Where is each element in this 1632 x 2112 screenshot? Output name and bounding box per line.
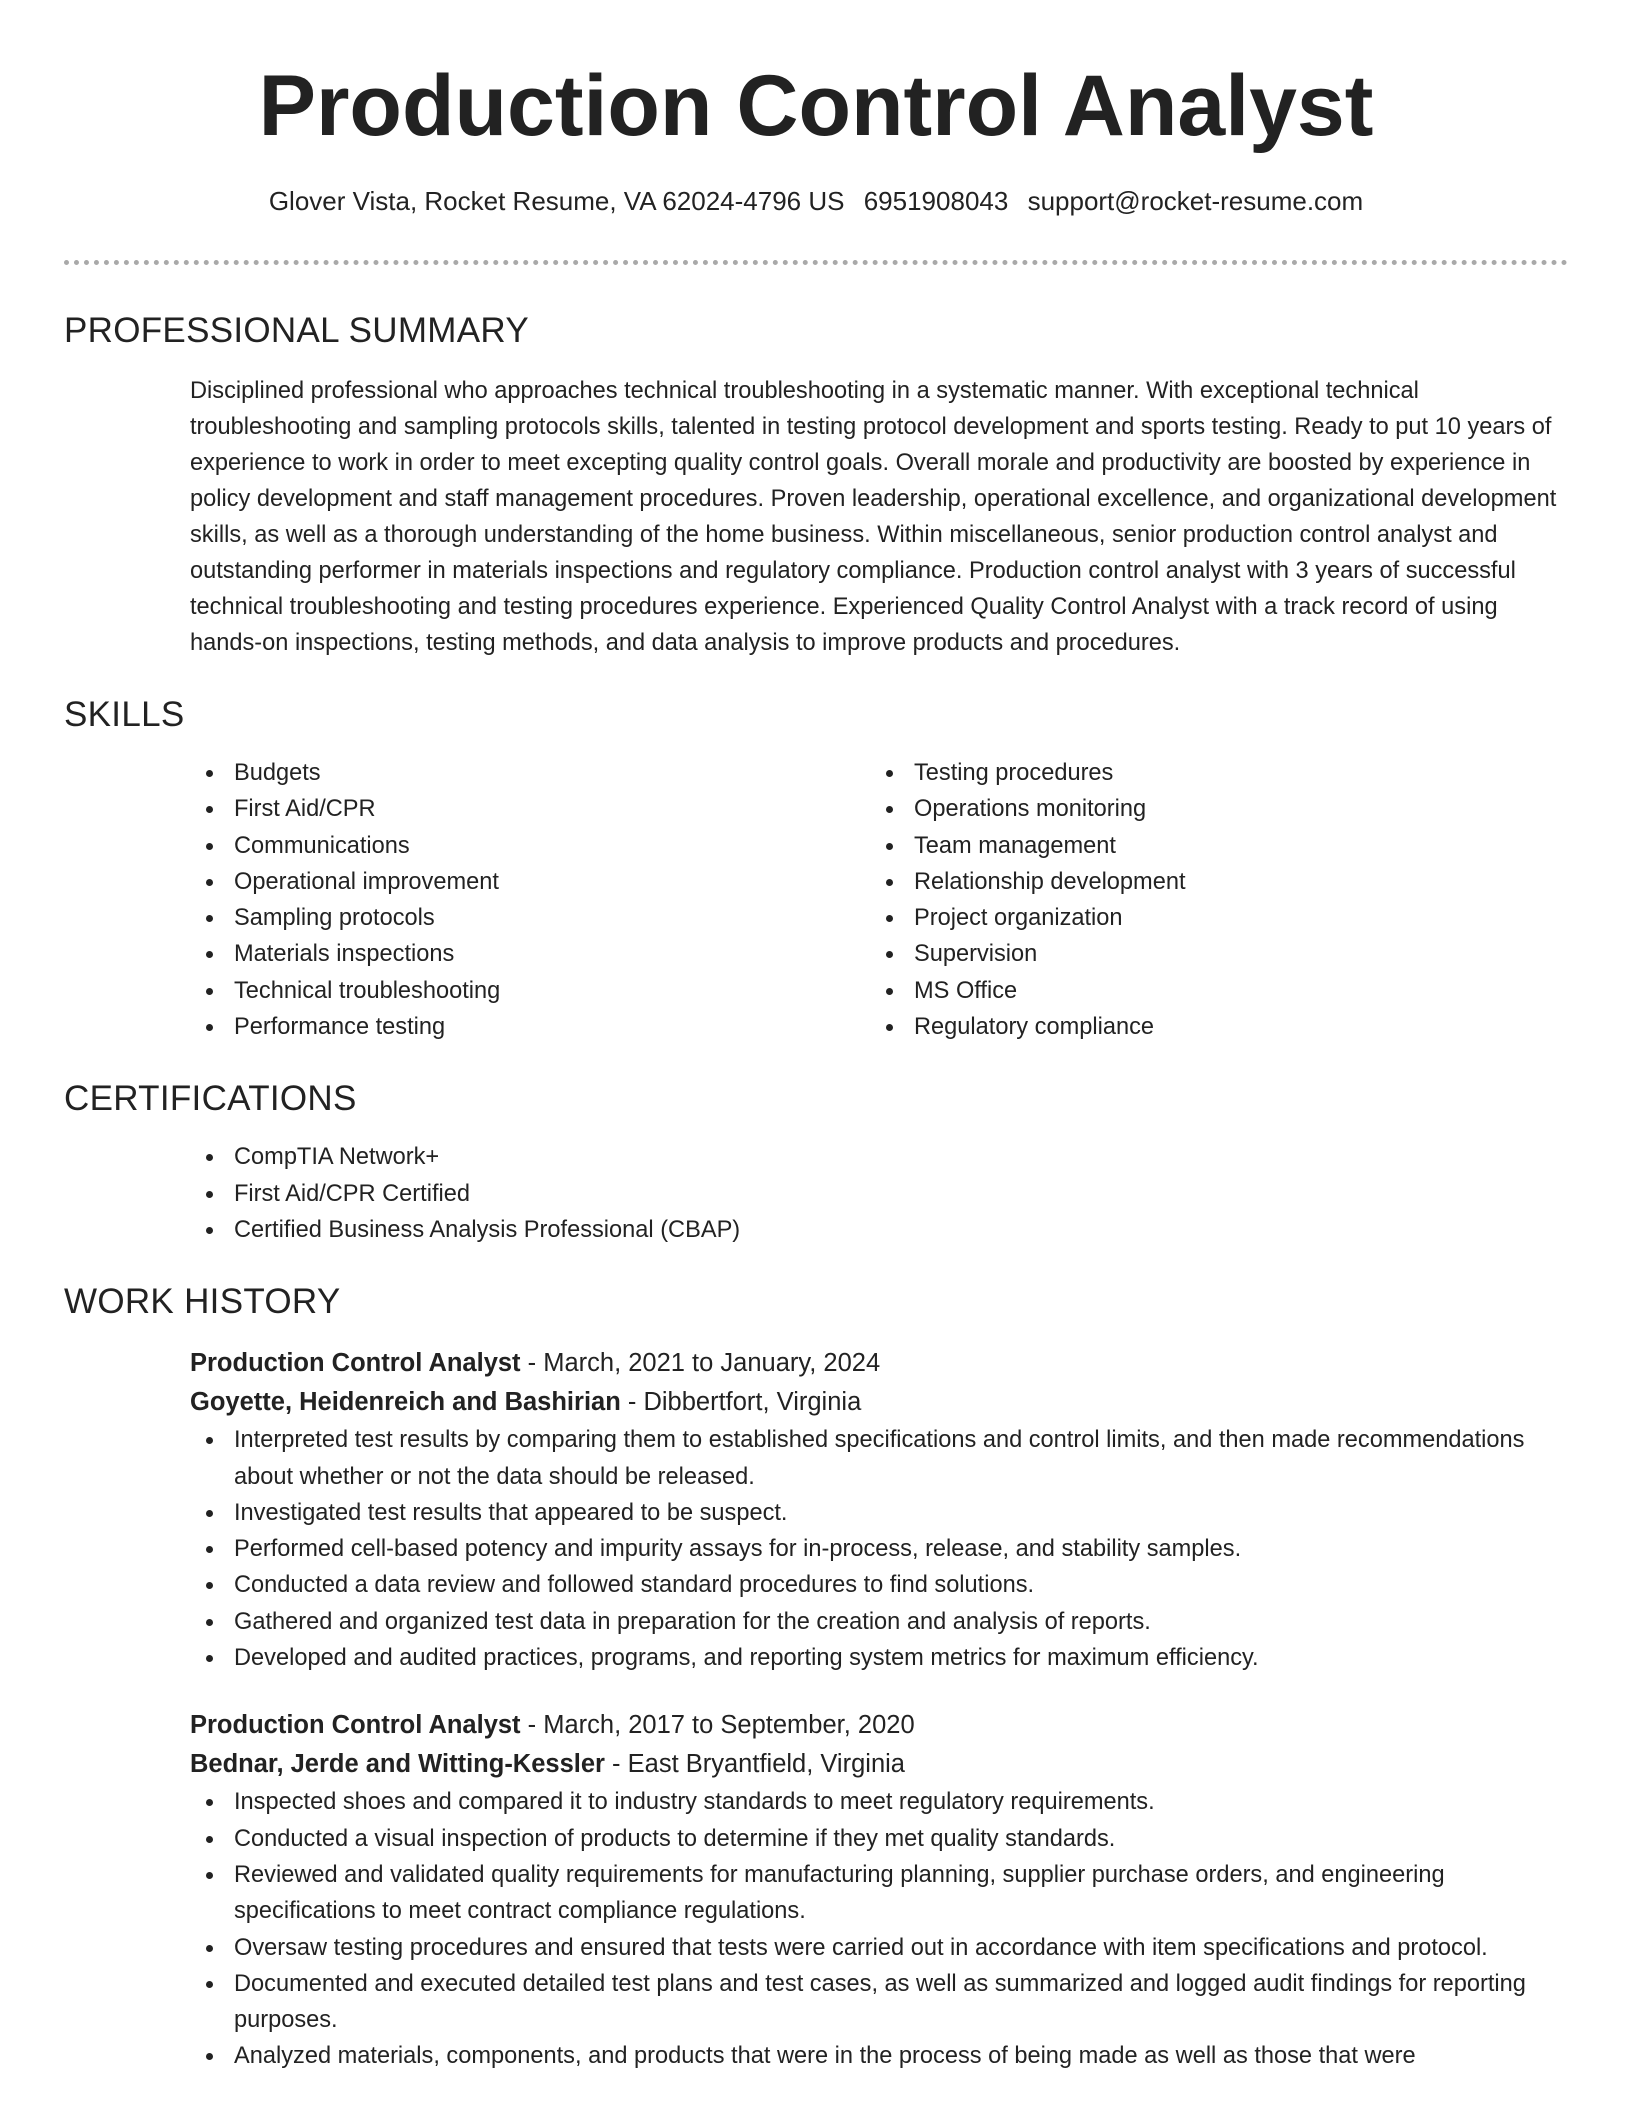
job-duty: Conducted a visual inspection of products to determine if they met quality standards. [190,1821,1568,1857]
summary-text: Disciplined professional who approaches technical troubleshooting in a systematic manner. With exceptional technical troubleshooting and sampling protocols skills, talented in testing protocol development and sports testing. Ready to put 10 years of experience to work in order to meet excepting quality control goals. Overall morale and productivity are boosted by experience in policy development and staff management procedures. Proven leadership, operational excellence, and organizational development skills, as well as a thorough understanding of the home business. Within miscellaneous, senior production control analyst and outstanding performer in materials inspections and regulatory compliance. Production control analyst with 3 years of successful technical troubleshooting and testing procedures experience. Experienced Quality Control Analyst with a track record of using hands-on inspections, testing methods, and data analysis to improve products and procedures. [190,378,1557,656]
job-duties [190,1422,1568,1676]
skill-item: Performance testing [190,1009,870,1045]
job-duty: Investigated test results that appeared to be suspect. [190,1495,1568,1531]
header-divider [64,260,1568,265]
job-dates: - March, 2021 to January, 2024 [520,1349,881,1378]
certifications-heading: CERTIFICATIONS [64,1079,357,1119]
certification-item: First Aid/CPR Certified [190,1176,1568,1212]
skills-list-right [870,755,1550,1045]
skill-item: Materials inspections [190,936,870,972]
skill-item: Project organization [870,900,1550,936]
certification-item: CompTIA Network+ [190,1139,1568,1175]
certification-item: Certified Business Analysis Professional (CBAP) [190,1212,1568,1248]
skill-item: Operations monitoring [870,791,1550,827]
skill-item: Team management [870,828,1550,864]
job-duty: Gathered and organized test data in preparation for the creation and analysis of reports. [190,1604,1568,1640]
job-location: - East Bryantfield, Virginia [604,1750,905,1779]
job-role: Production Control Analyst [190,1711,521,1740]
job-duty: Developed and audited practices, programs, and reporting system metrics for maximum efficiency. [190,1640,1568,1676]
job-duty: Analyzed materials, components, and products that were in the process of being made as well as those that were [190,2038,1568,2074]
skill-item: Budgets [190,755,870,791]
job-location: - Dibbertfort, Virginia [620,1388,862,1417]
skill-item: Relationship development [870,864,1550,900]
job-duty: Performed cell-based potency and impurity assays for in-process, release, and stability samples. [190,1531,1568,1567]
job-duty: Conducted a data review and followed standard procedures to find solutions. [190,1567,1568,1603]
work-history-heading: WORK HISTORY [64,1282,341,1322]
skill-item: Sampling protocols [190,900,870,936]
skill-item: Regulatory compliance [870,1009,1550,1045]
job-duty: Oversaw testing procedures and ensured that tests were carried out in accordance with item specifications and protocol. [190,1930,1568,1966]
resume-name: Production Control Analyst [258,58,1374,154]
job-company: Bednar, Jerde and Witting-Kessler [190,1750,605,1779]
job-entry [190,1706,1568,2074]
skill-item: First Aid/CPR [190,791,870,827]
job-role: Production Control Analyst [190,1349,521,1378]
job-title-line [190,1344,1568,1383]
job-company-line [190,1383,1568,1422]
skill-item: Supervision [870,936,1550,972]
skill-item: Operational improvement [190,864,870,900]
job-company-line [190,1745,1568,1784]
skill-item: MS Office [870,973,1550,1009]
summary-heading: PROFESSIONAL SUMMARY [64,311,529,350]
certifications-list [190,1139,1568,1248]
contact-line [64,184,1568,218]
job-duties [190,1784,1568,2074]
skills-heading: SKILLS [64,695,185,734]
job-duty: Documented and executed detailed test plans and test cases, as well as summarized and logged audit findings for reporting purposes. [190,1966,1568,2039]
job-duty: Reviewed and validated quality requirements for manufacturing planning, supplier purchase orders, and engineering specifications to meet contract compliance regulations. [190,1857,1568,1930]
skill-item: Technical troubleshooting [190,973,870,1009]
resume-page [64,0,1568,2075]
job-duty: Interpreted test results by comparing them to established specifications and control limits, and then made recommendations about whether or not the data should be released. [190,1422,1568,1495]
skill-item: Communications [190,828,870,864]
job-entry [190,1344,1568,1676]
job-duty: Inspected shoes and compared it to industry standards to meet regulatory requirements. [190,1784,1568,1820]
skills-grid [190,755,1568,1045]
skill-item: Testing procedures [870,755,1550,791]
contact-phone: 6951908043 [863,186,1009,216]
contact-email: support@rocket-resume.com [1027,186,1364,216]
contact-address: Glover Vista, Rocket Resume, VA 62024-4796 US [268,186,845,216]
skills-list-left [190,755,870,1045]
job-company: Goyette, Heidenreich and Bashirian [190,1388,621,1417]
job-title-line [190,1706,1568,1745]
job-dates: - March, 2017 to September, 2020 [520,1711,915,1740]
